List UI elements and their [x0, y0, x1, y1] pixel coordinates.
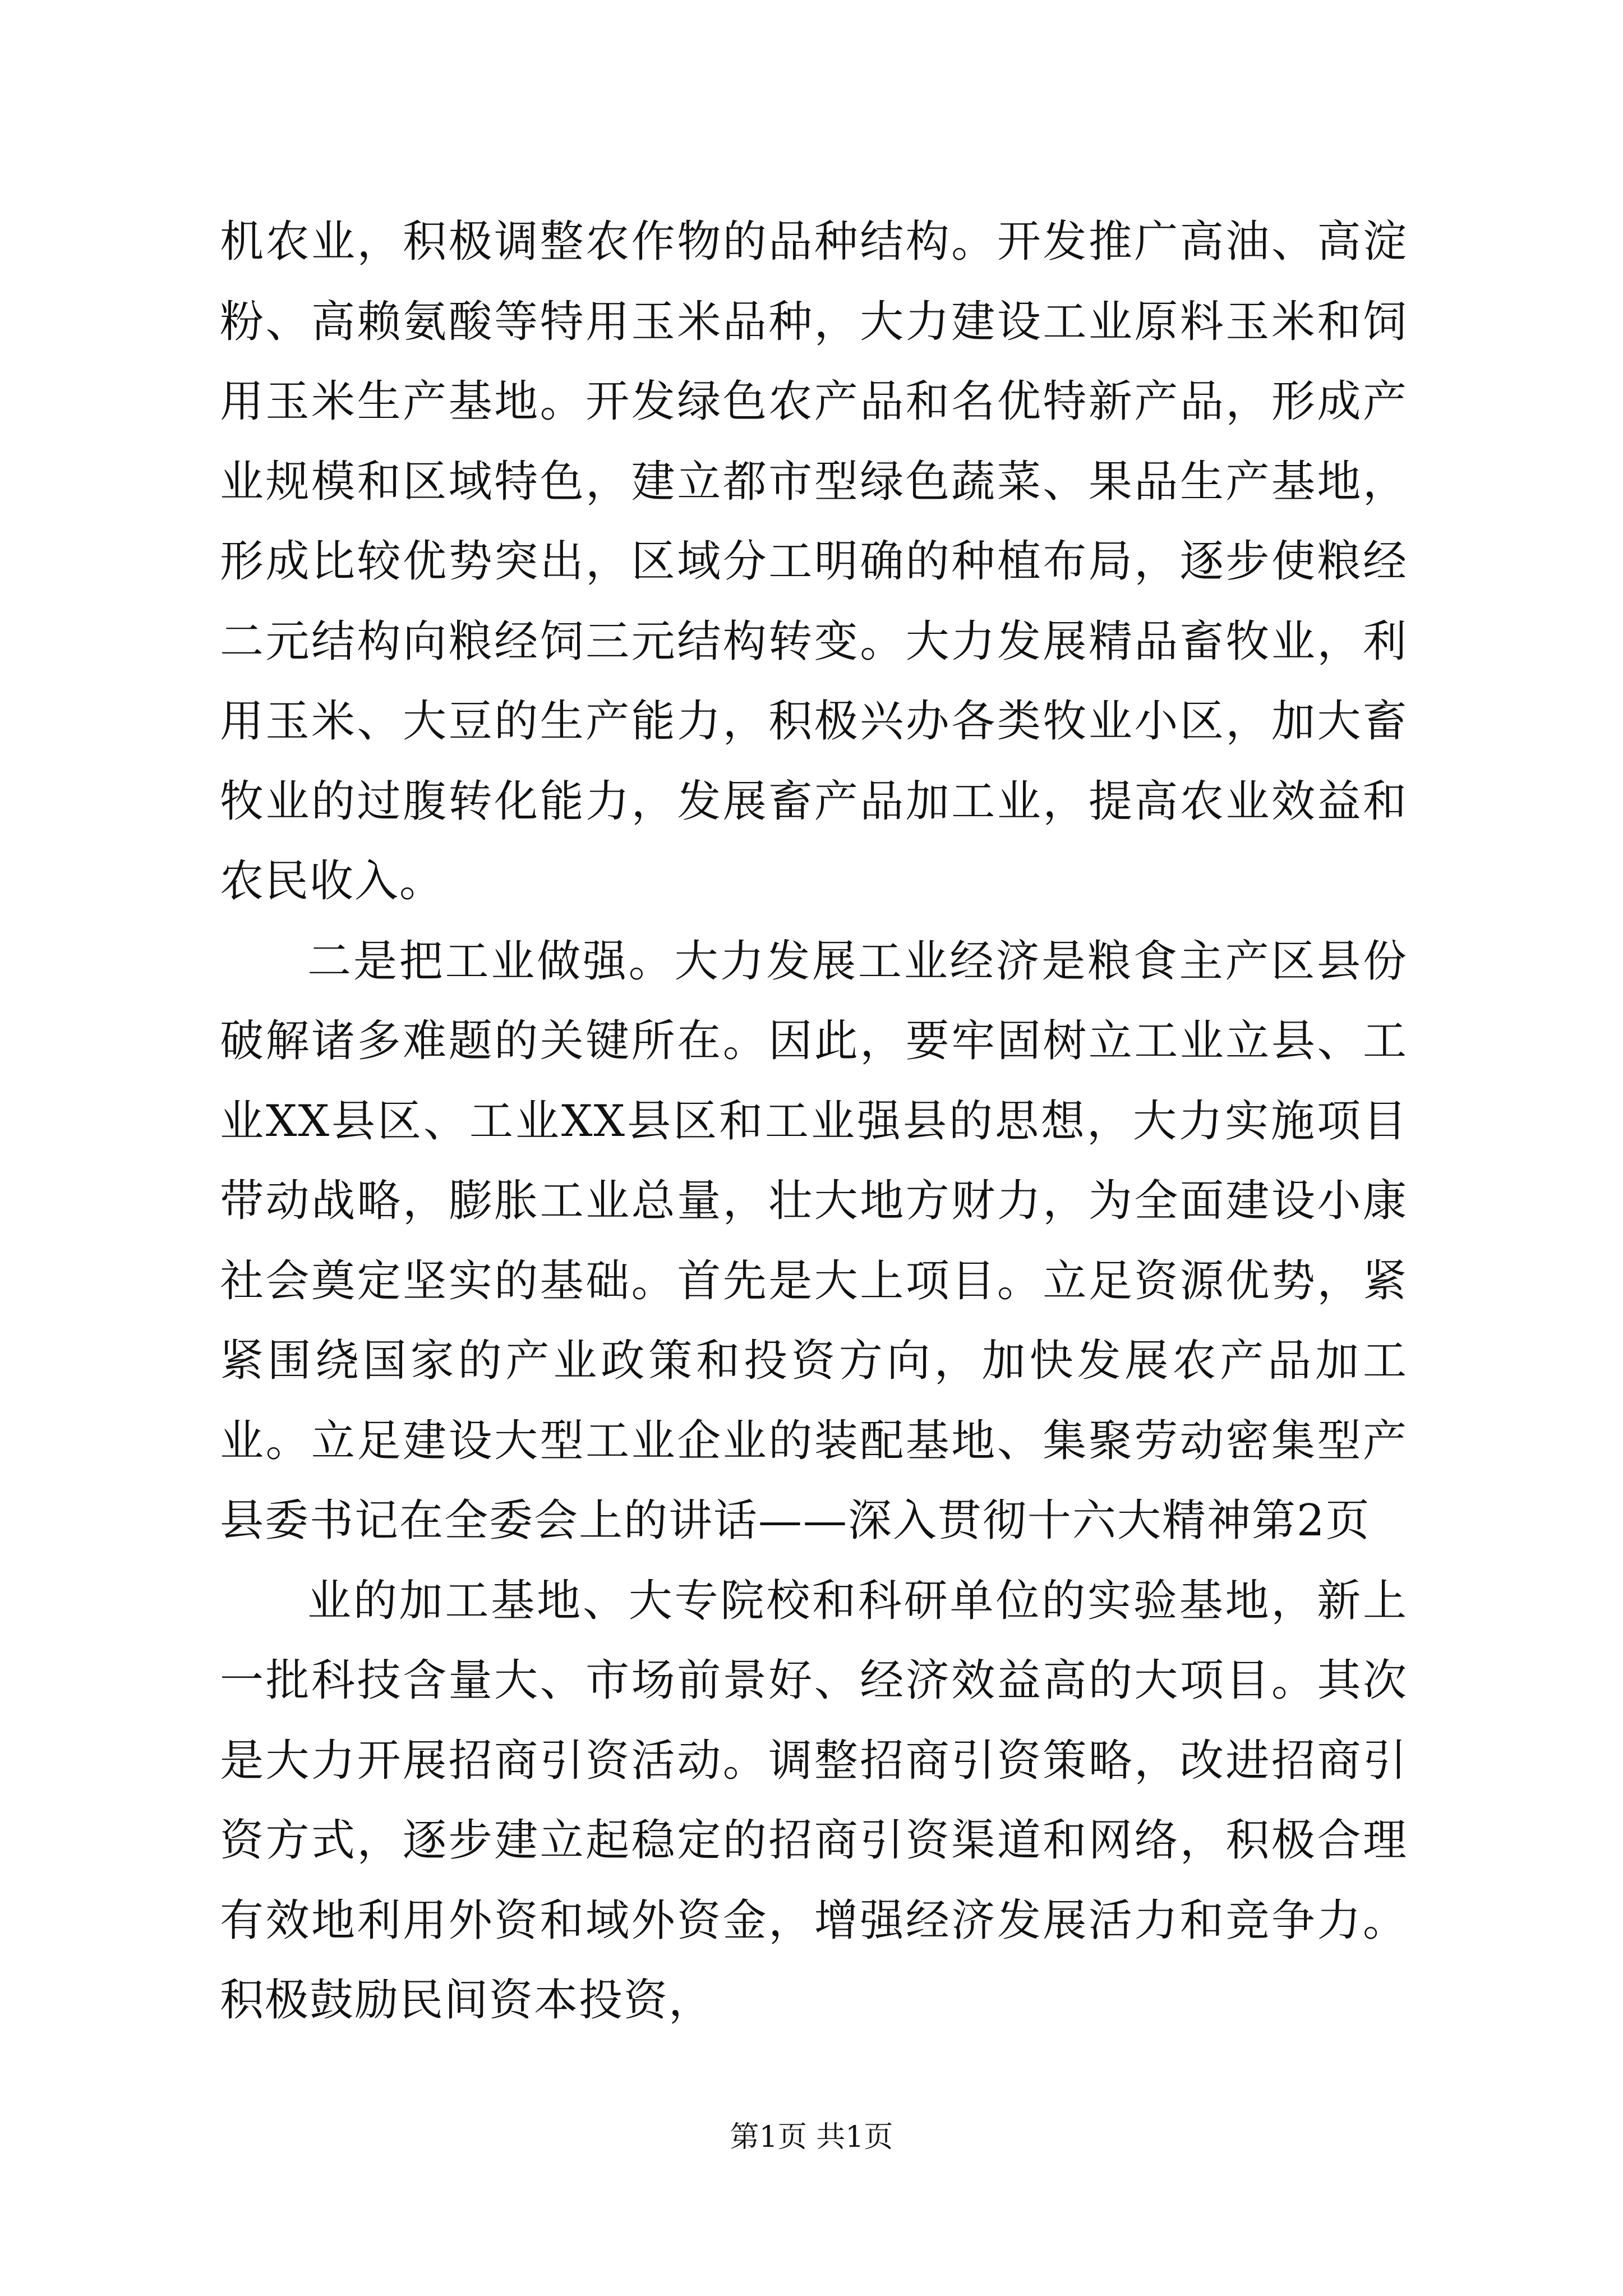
page-footer: 第1页 共1页: [730, 2120, 893, 2154]
document-body: [220, 202, 1408, 2041]
paragraph-2: 二是把工业做强。大力发展工业经济是粮食主产区县份破解诸多难题的关键所在。因此，要牢固树立工业立县、工业XX县区、工业XX县区和工业强县的思想，大力实施项目带动战略，膨胀工业总量，壮大地方财力，为全面建设小康社会奠定坚实的基础。首先是大上项目。立足资源优势，紧紧围绕国家的产业政策和投资方向，加快发展农产品加工业。立足建设大型工业企业的装配基地、集聚劳动密集型产县委书记在全委会上的讲话——深入贯彻十六大精神第2页: [220, 936, 1408, 1546]
paragraph-1: 机农业，积极调整农作物的品种结构。开发推广高油、高淀粉、高赖氨酸等特用玉米品种，大力建设工业原料玉米和饲用玉米生产基地。开发绿色农产品和名优特新产品，形成产业规模和区域特色，建立都市型绿色蔬菜、果品生产基地，形成比较优势突出，区域分工明确的种植布局，逐步使粮经二元结构向粮经饲三元结构转变。大力发展精品畜牧业，利用玉米、大豆的生产能力，积极兴办各类牧业小区，加大畜牧业的过腹转化能力，发展畜产品加工业，提高农业效益和农民收入。: [220, 217, 1408, 907]
paragraph-3: 业的加工基地、大专院校和科研单位的实验基地，新上一批科技含量大、市场前景好、经济效益高的大项目。其次是大力开展招商引资活动。调整招商引资策略，改进招商引资方式，逐步建立起稳定的招商引资渠道和网络，积极合理有效地利用外资和域外资金，增强经济发展活力和竞争力。积极鼓励民间资本投资，: [220, 1575, 1408, 2026]
